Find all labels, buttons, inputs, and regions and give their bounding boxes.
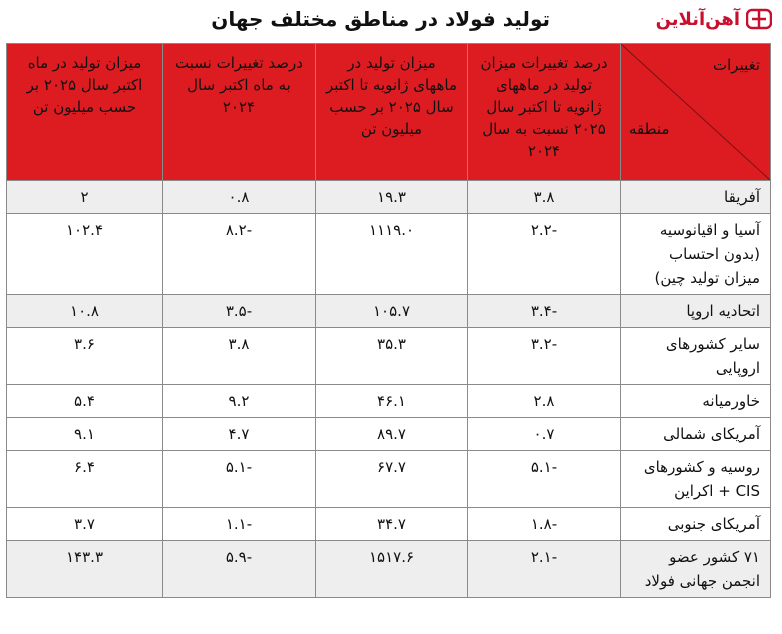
ytd-production-cell: ۱۹.۳ <box>316 181 468 214</box>
table-row <box>7 214 771 295</box>
corner-label-changes: تغییرات <box>712 56 760 74</box>
october-change-cell: -۱.۱ <box>163 508 316 541</box>
ytd-change-cell: -۳.۴ <box>468 295 621 328</box>
logo-mark-icon <box>746 8 772 30</box>
logo-text: آهن‌آنلاین <box>655 8 740 30</box>
october-production-cell: ۹.۱ <box>7 418 163 451</box>
table-row <box>7 451 771 508</box>
column-header-ytd-change: درصد تغییرات میزان تولید در ماههای ژانویه تا اکتبر سال ۲۰۲۵ نسبت به سال ۲۰۲۴ <box>468 44 621 181</box>
region-cell: آمریکای شمالی <box>621 418 771 451</box>
october-change-cell: -۵.۱ <box>163 451 316 508</box>
ytd-change-cell: -۵.۱ <box>468 451 621 508</box>
october-change-cell: -۵.۹ <box>163 541 316 598</box>
october-production-cell: ۱۰۲.۴ <box>7 214 163 295</box>
ytd-production-cell: ۱۰۵.۷ <box>316 295 468 328</box>
october-production-cell: ۱۴۳.۳ <box>7 541 163 598</box>
ytd-production-cell: ۶۷.۷ <box>316 451 468 508</box>
region-cell: اتحادیه اروپا <box>621 295 771 328</box>
ytd-production-cell: ۳۴.۷ <box>316 508 468 541</box>
october-production-cell: ۶.۴ <box>7 451 163 508</box>
region-cell: آفریقا <box>621 181 771 214</box>
ytd-change-cell: -۲.۱ <box>468 541 621 598</box>
table-row <box>7 541 771 598</box>
ytd-change-cell: ۲.۸ <box>468 385 621 418</box>
region-cell: خاورمیانه <box>621 385 771 418</box>
october-production-cell: ۳.۶ <box>7 328 163 385</box>
october-production-cell: ۳.۷ <box>7 508 163 541</box>
region-cell: آسیا و اقیانوسیه (بدون احتساب میزان تولید چین) <box>621 214 771 295</box>
table-row <box>7 328 771 385</box>
table-row <box>7 181 771 214</box>
october-change-cell: ۹.۲ <box>163 385 316 418</box>
table-header-row <box>7 44 771 181</box>
october-production-cell: ۱۰.۸ <box>7 295 163 328</box>
column-header-october-change: درصد تغییرات نسبت به ماه اکتبر سال ۲۰۲۴ <box>163 44 316 181</box>
title-bar <box>0 0 782 43</box>
region-cell: ۷۱ کشور عضو انجمن جهانی فولاد <box>621 541 771 598</box>
ytd-production-cell: ۴۶.۱ <box>316 385 468 418</box>
table-row <box>7 508 771 541</box>
column-header-october-production: میزان تولید در ماه اکتبر سال ۲۰۲۵ بر حسب میلیون تن <box>7 44 163 181</box>
corner-label-region: منطقه <box>629 120 670 138</box>
region-cell: سایر کشورهای اروپایی <box>621 328 771 385</box>
october-change-cell: ۳.۸ <box>163 328 316 385</box>
ytd-change-cell: ۳.۸ <box>468 181 621 214</box>
october-change-cell: -۳.۵ <box>163 295 316 328</box>
ytd-change-cell: -۲.۲ <box>468 214 621 295</box>
ytd-change-cell: -۱.۸ <box>468 508 621 541</box>
ytd-change-cell: ۰.۷ <box>468 418 621 451</box>
region-cell: آمریکای جنوبی <box>621 508 771 541</box>
october-change-cell: ۴.۷ <box>163 418 316 451</box>
october-change-cell: -۸.۲ <box>163 214 316 295</box>
table-row <box>7 295 771 328</box>
october-production-cell: ۲ <box>7 181 163 214</box>
brand-logo[interactable] <box>656 8 772 30</box>
ytd-change-cell: -۳.۲ <box>468 328 621 385</box>
ytd-production-cell: ۱۱۱۹.۰ <box>316 214 468 295</box>
october-production-cell: ۵.۴ <box>7 385 163 418</box>
column-header-ytd-production: میزان تولید در ماههای ژانویه تا اکتبر سال ۲۰۲۵ بر حسب میلیون تن <box>316 44 468 181</box>
october-change-cell: ۰.۸ <box>163 181 316 214</box>
table-row <box>7 385 771 418</box>
region-cell: روسیه و کشورهای CIS + اکراین <box>621 451 771 508</box>
page-title: تولید فولاد در مناطق مختلف جهان <box>211 7 550 31</box>
ytd-production-cell: ۱۵۱۷.۶ <box>316 541 468 598</box>
header-corner-cell <box>621 44 771 181</box>
ytd-production-cell: ۸۹.۷ <box>316 418 468 451</box>
table-row <box>7 418 771 451</box>
ytd-production-cell: ۳۵.۳ <box>316 328 468 385</box>
steel-production-table <box>6 43 771 598</box>
